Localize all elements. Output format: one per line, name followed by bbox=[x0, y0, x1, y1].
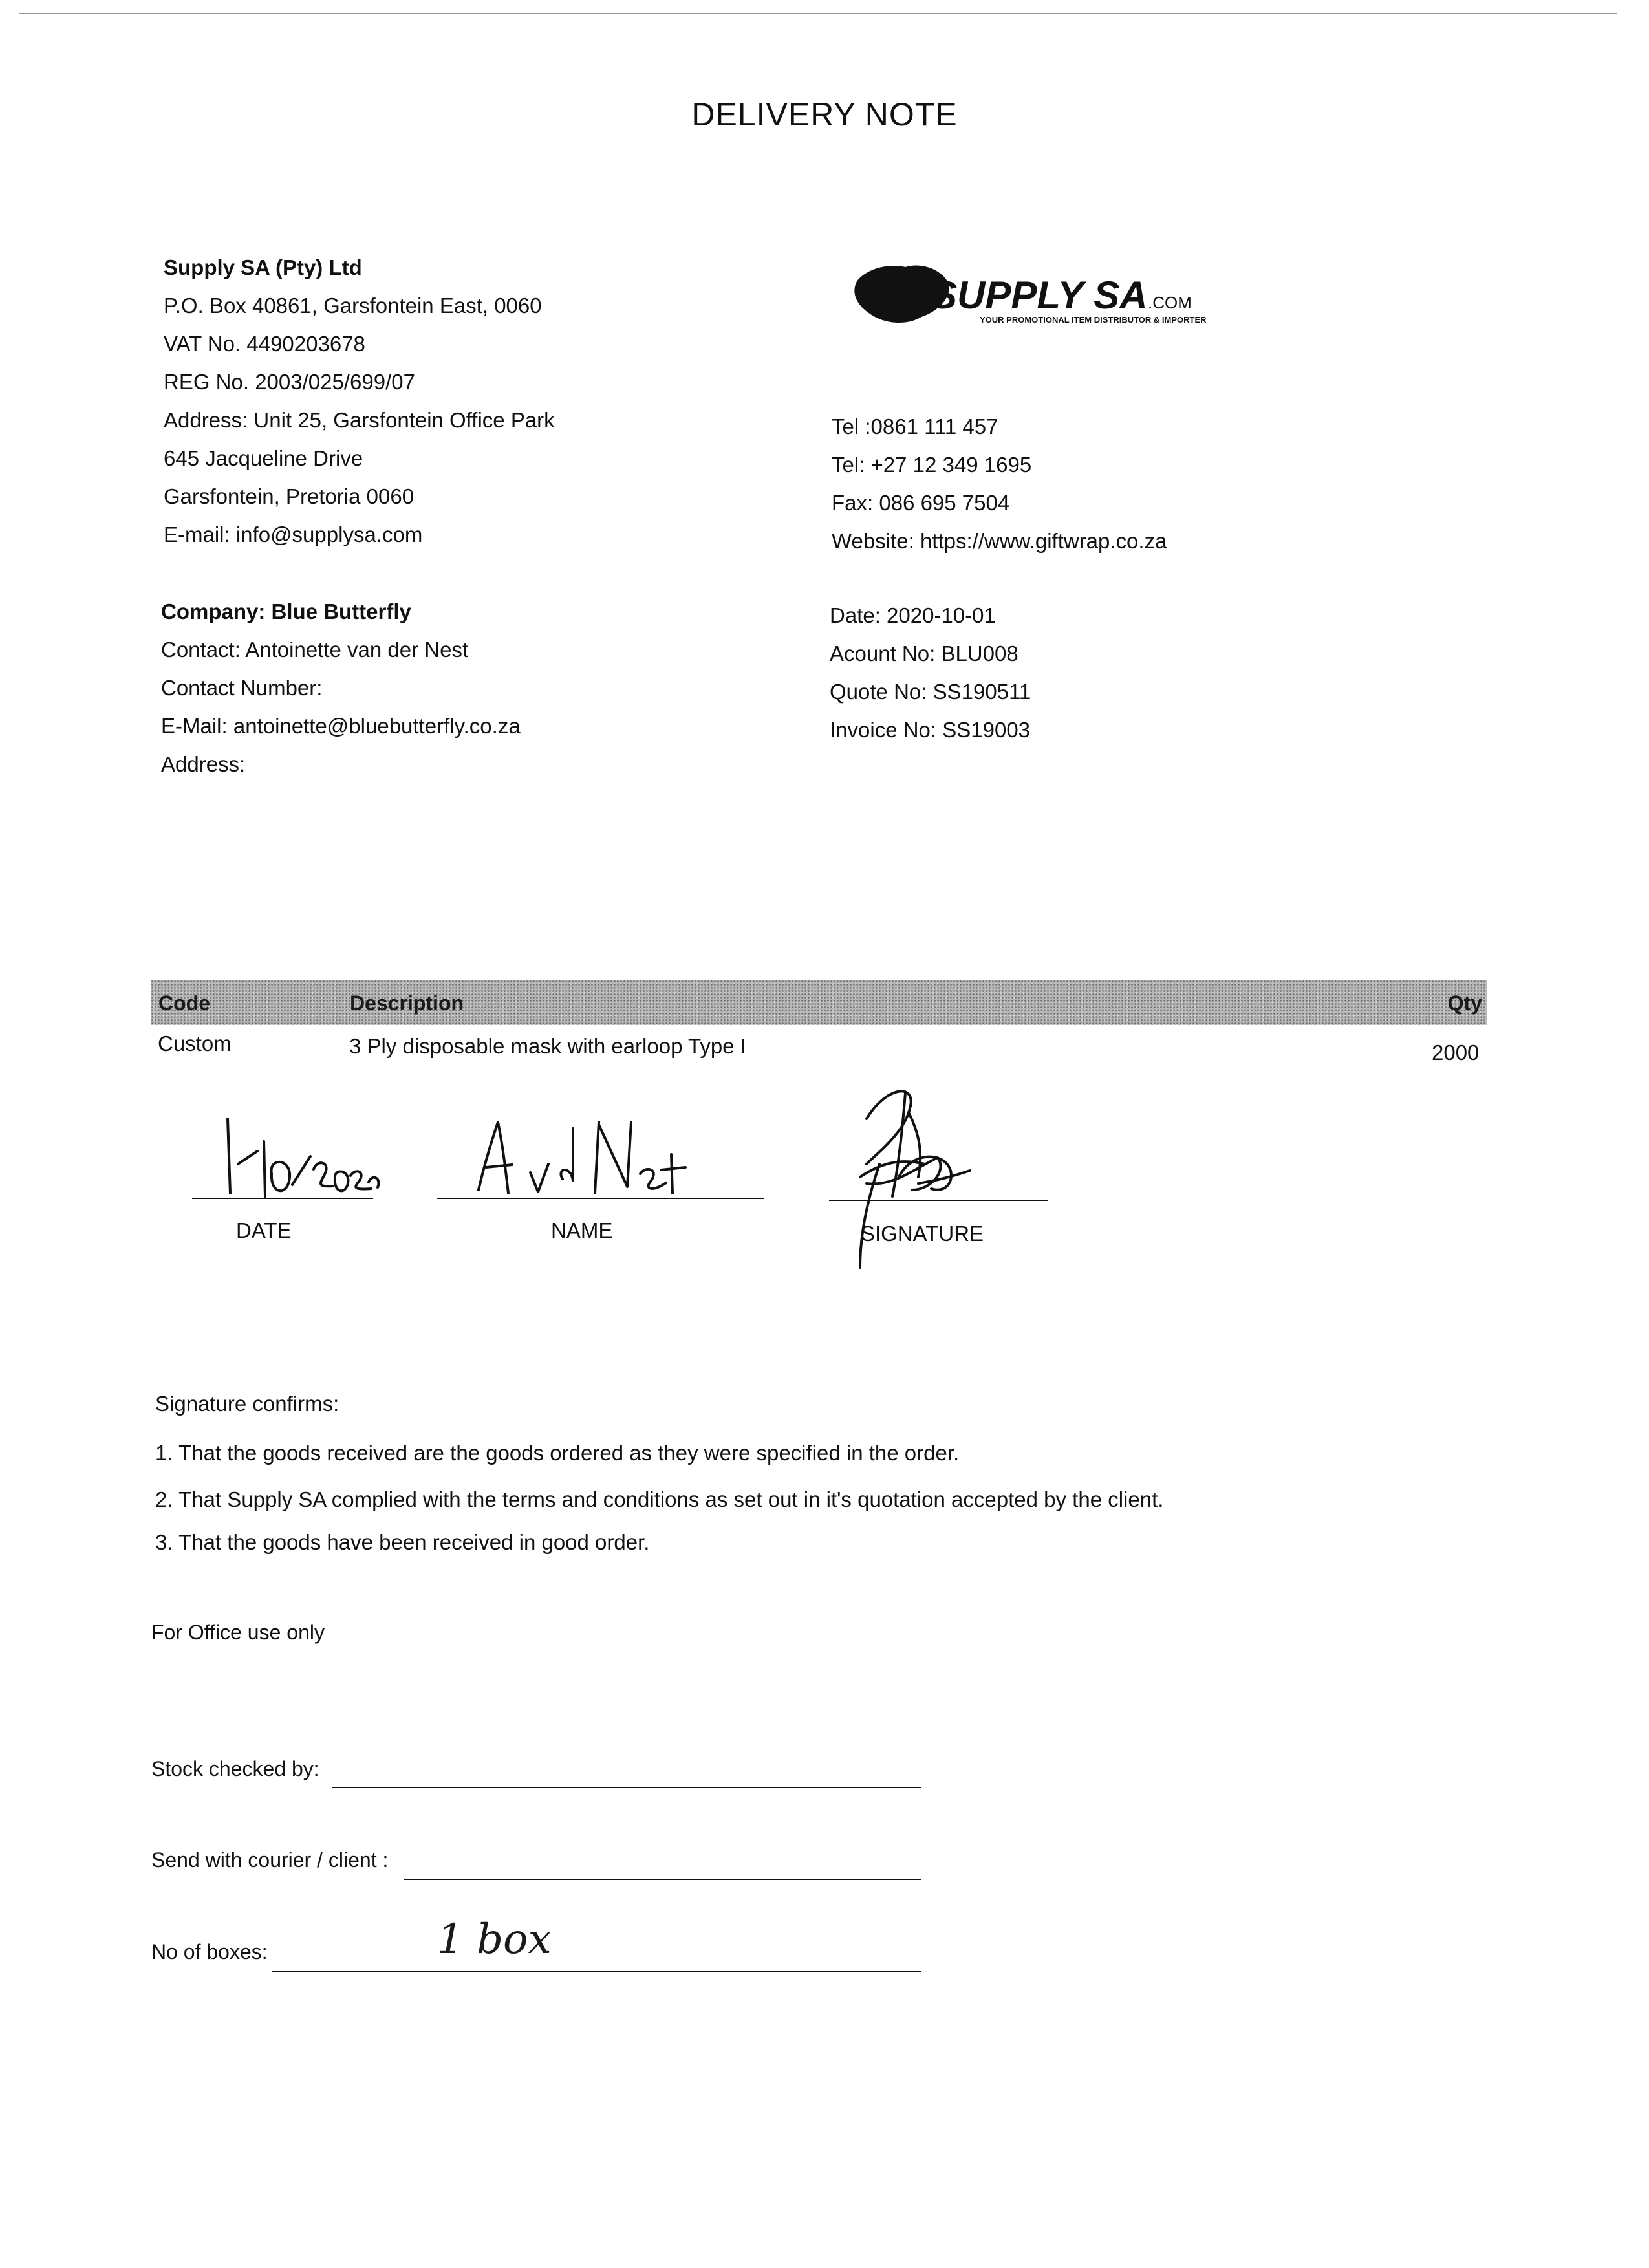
customer-block bbox=[161, 592, 521, 783]
doc-account: Acount No: BLU008 bbox=[830, 642, 1018, 665]
table-row-code: Custom bbox=[158, 1031, 232, 1055]
confirmation-item-2: 2. That Supply SA complied with the terms and conditions as set out in it's quotation accepted by the client. bbox=[155, 1487, 1164, 1511]
name-signature-line bbox=[437, 1198, 764, 1199]
send-with-line bbox=[404, 1879, 921, 1880]
customer-company: Company: Blue Butterfly bbox=[161, 599, 411, 623]
table-row-qty: 2000 bbox=[1432, 1041, 1480, 1064]
customer-email: E-Mail: antoinette@bluebutterfly.co.za bbox=[161, 714, 521, 738]
date-label: DATE bbox=[236, 1218, 292, 1242]
stock-checked-label: Stock checked by: bbox=[151, 1757, 319, 1780]
header-qty: Qty bbox=[1447, 991, 1482, 1015]
document-title: DELIVERY NOTE bbox=[691, 96, 958, 133]
boxes-handwritten-value: 1 box bbox=[437, 1916, 552, 1963]
supplier-address-line2: 645 Jacqueline Drive bbox=[164, 446, 363, 470]
svg-text:SUPPLY SA: SUPPLY SA bbox=[931, 274, 1148, 317]
contact-block bbox=[832, 407, 1167, 560]
customer-address: Address: bbox=[161, 752, 246, 776]
customer-contact: Contact: Antoinette van der Nest bbox=[161, 638, 469, 662]
fax: Fax: 086 695 7504 bbox=[832, 491, 1010, 515]
signature-scribble bbox=[841, 1074, 1002, 1280]
stock-checked-line bbox=[332, 1787, 921, 1788]
supply-sa-logo bbox=[844, 255, 1232, 336]
office-use-heading: For Office use only bbox=[151, 1621, 325, 1644]
supplier-address-line3: Garsfontein, Pretoria 0060 bbox=[164, 484, 415, 508]
confirmation-heading: Signature confirms: bbox=[155, 1392, 339, 1416]
document-info-block bbox=[830, 596, 1031, 749]
supplier-vat: VAT No. 4490203678 bbox=[164, 332, 365, 356]
confirmation-item-1: 1. That the goods received are the goods ordered as they were specified in the order. bbox=[155, 1441, 960, 1465]
supplier-po-box: P.O. Box 40861, Garsfontein East, 0060 bbox=[164, 294, 542, 318]
header-description: Description bbox=[350, 991, 464, 1015]
doc-date: Date: 2020-10-01 bbox=[830, 603, 996, 627]
tel-1: Tel :0861 111 457 bbox=[832, 415, 998, 438]
supplier-name: Supply SA (Pty) Ltd bbox=[164, 255, 362, 279]
svg-text:.COM: .COM bbox=[1148, 293, 1192, 312]
signature-line bbox=[829, 1200, 1048, 1201]
items-table-header bbox=[151, 980, 1487, 1025]
date-signature-line bbox=[192, 1198, 373, 1199]
scan-artifact-line bbox=[19, 13, 1617, 14]
confirmation-item-3: 3. That the goods have been received in good order. bbox=[155, 1530, 650, 1554]
name-label: NAME bbox=[551, 1218, 613, 1242]
tel-2: Tel: +27 12 349 1695 bbox=[832, 453, 1032, 477]
supplier-reg: REG No. 2003/025/699/07 bbox=[164, 370, 415, 394]
svg-text:YOUR PROMOTIONAL ITEM DISTRIBU: YOUR PROMOTIONAL ITEM DISTRIBUTOR & IMPORTER bbox=[980, 315, 1207, 325]
boxes-line bbox=[272, 1971, 921, 1972]
signature-label: SIGNATURE bbox=[861, 1222, 984, 1246]
doc-invoice: Invoice No: SS19003 bbox=[830, 718, 1031, 742]
header-code: Code bbox=[158, 991, 210, 1015]
table-row-description: 3 Ply disposable mask with earloop Type I bbox=[349, 1034, 746, 1058]
boxes-label: No of boxes: bbox=[151, 1940, 268, 1963]
website: Website: https://www.giftwrap.co.za bbox=[832, 529, 1167, 553]
customer-contact-number: Contact Number: bbox=[161, 676, 323, 700]
doc-quote: Quote No: SS190511 bbox=[830, 680, 1031, 704]
supplier-address-line1: Address: Unit 25, Garsfontein Office Park bbox=[164, 408, 555, 432]
supplier-block bbox=[164, 248, 555, 554]
send-with-label: Send with courier / client : bbox=[151, 1848, 389, 1872]
handwritten-name bbox=[466, 1103, 711, 1206]
supplier-email: E-mail: info@supplysa.com bbox=[164, 523, 423, 546]
